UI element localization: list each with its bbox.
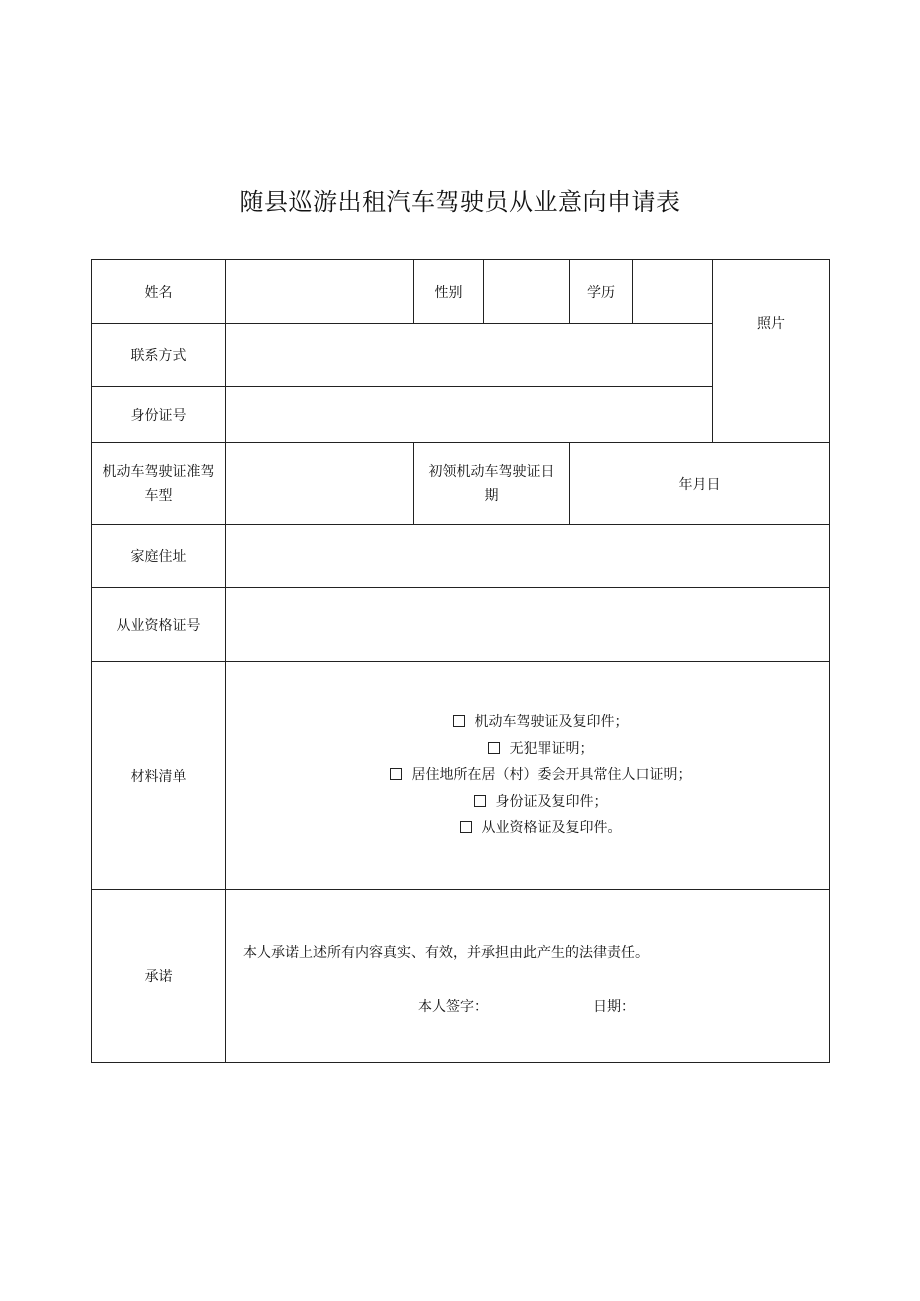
name-field[interactable] (226, 260, 414, 324)
date-label[interactable]: 日期： (593, 999, 635, 1015)
gender-label: 性别 (414, 260, 484, 324)
pledge-label: 承诺 (92, 890, 226, 1063)
license-type-label: 机动车驾驶证准驾车型 (92, 443, 226, 525)
license-type-field[interactable] (226, 443, 414, 525)
contact-label: 联系方式 (92, 324, 226, 387)
address-label: 家庭住址 (92, 525, 226, 588)
id-number-field[interactable] (226, 387, 713, 443)
form-title: 随县巡游出租汽车驾驶员从业意向申请表 (239, 188, 681, 216)
pledge-section (226, 890, 830, 1063)
checkbox-icon[interactable] (488, 742, 500, 754)
contact-field[interactable] (226, 324, 713, 387)
pledge-statement: 本人承诺上述所有内容真实、有效，并承担由此产生的法律责任。 (243, 945, 649, 961)
address-field[interactable] (226, 525, 830, 588)
education-label: 学历 (570, 260, 633, 324)
qualification-no-label: 从业资格证号 (92, 588, 226, 662)
checkbox-icon[interactable] (453, 715, 465, 727)
materials-list (226, 662, 830, 890)
checkbox-icon[interactable] (460, 821, 472, 833)
gender-field[interactable] (484, 260, 570, 324)
photo-box[interactable] (713, 260, 830, 443)
photo-label: 照片 (757, 316, 785, 332)
material-item[interactable]: 居住地所在居（村）委会开具常住人口证明； (252, 762, 829, 789)
checkbox-icon[interactable] (474, 795, 486, 807)
material-item[interactable]: 无犯罪证明； (252, 736, 829, 763)
name-label: 姓名 (92, 260, 226, 324)
id-number-label: 身份证号 (92, 387, 226, 443)
material-item[interactable]: 机动车驾驶证及复印件； (252, 709, 829, 736)
first-license-date-label: 初领机动车驾驶证日期 (414, 443, 570, 525)
education-field[interactable] (633, 260, 713, 324)
qualification-no-field[interactable] (226, 588, 830, 662)
signature-line (243, 996, 829, 1016)
material-item[interactable]: 身份证及复印件； (252, 789, 829, 816)
first-license-date-field[interactable]: 年月日 (570, 443, 830, 525)
application-form-table (91, 259, 830, 1063)
checkbox-icon[interactable] (390, 768, 402, 780)
material-item[interactable]: 从业资格证及复印件。 (252, 815, 829, 842)
signature-label[interactable]: 本人签字： (418, 999, 488, 1015)
materials-label: 材料清单 (92, 662, 226, 890)
